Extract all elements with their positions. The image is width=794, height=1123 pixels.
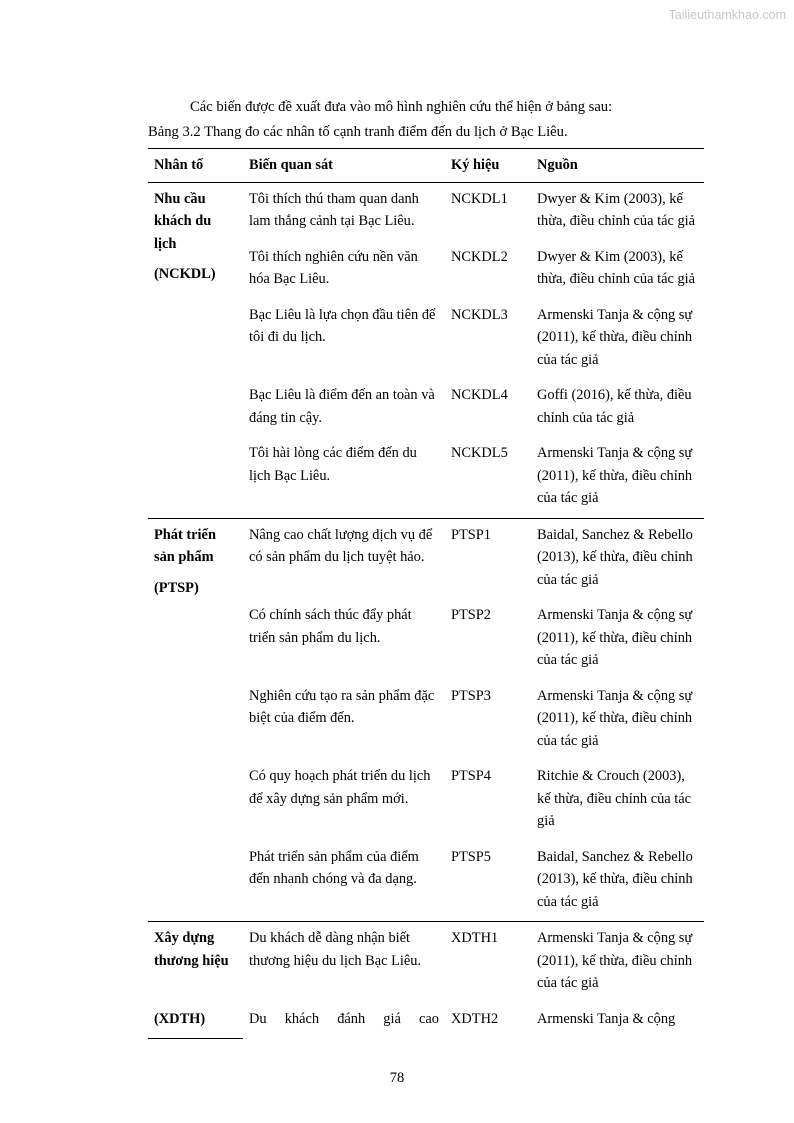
factor-code: (NCKDL) [154,266,216,282]
source-cell: Armenski Tanja & cộng sự (2011), kế thừa, điều chỉnh của tác giả [531,437,704,518]
source-cell: Ritchie & Crouch (2003), kế thừa, điều chỉnh của tác giả [537,768,692,829]
variable-cell: Du khách dễ dàng nhận biết thương hiệu du lịch Bạc Liêu. [249,930,422,969]
source-cell: Armenski Tanja & cộng sự (2011), kế thừa, điều chỉnh của tác giả [537,930,693,991]
code-cell: PTSP3 [451,687,491,704]
variable-cell: Tôi thích thú tham quan danh lam thắng cảnh tại Bạc Liêu. [249,190,419,229]
factor-code: (XDTH) [154,1010,206,1027]
code-cell: NCKDL4 [451,387,508,403]
code-cell: XDTH1 [451,930,499,946]
header-factor: Nhân tố [148,149,243,183]
page-number: 78 [389,1070,405,1086]
factor-scale-table [148,148,704,1039]
source-cell: Dwyer & Kim (2003), kế thừa, điều chỉnh của tác giả [537,190,696,229]
table-row [148,518,704,599]
source-cell: Baidal, Sanchez & Rebello (2013), kế thừa, điều chỉnh của tác giả [531,841,704,922]
header-code: Ký hiệu [445,149,531,183]
source-cell: Armenski Tanja & cộng sự (2011), kế thừa, điều chỉnh của tác giả [537,306,693,368]
factor-cell-nckdl [148,182,243,518]
table-caption: Bảng 3.2 Thang đo các nhân tố cạnh tranh điểm đến du lịch ở Bạc Liêu. [148,124,568,140]
table-header-row [148,149,704,183]
code-cell: PTSP2 [451,607,491,623]
variable-cell: Du khách đánh giá cao [249,1010,439,1027]
code-cell: XDTH2 [451,1010,499,1027]
variable-cell: Bạc Liêu là lựa chọn đầu tiên để tôi đi du lịch. [249,306,436,345]
code-cell: NCKDL3 [451,306,508,323]
watermark: Tailieuthamkhao.com [668,8,786,22]
code-cell: NCKDL5 [445,437,531,518]
variable-cell: Tôi thích nghiên cứu nền văn hóa Bạc Liêu. [249,248,418,287]
factor-name: Xây dựng thương hiệu [154,930,229,969]
code-cell: PTSP4 [451,768,491,784]
factor-name: Nhu cầu khách du lịch [154,190,212,252]
header-variable: Biến quan sát [243,149,445,183]
source-cell: Baidal, Sanchez & Rebello (2013), kế thừa, điều chỉnh của tác giả [537,526,693,588]
table-row [148,182,704,241]
code-cell: PTSP1 [451,526,491,543]
variable-cell: Bạc Liêu là điểm đến an toàn và đáng tin cậy. [249,387,435,426]
source-cell: Armenski Tanja & cộng sự (2011), kế thừa, điều chỉnh của tác giả [537,607,693,668]
factor-cell-xdth [148,922,243,1003]
factor-cell-ptsp [148,518,243,922]
factor-code: (PTSP) [154,579,199,596]
code-cell: PTSP5 [445,841,531,922]
code-cell: NCKDL1 [451,190,508,207]
variable-cell: Tôi hài lòng các điểm đến du lịch Bạc Liêu. [243,437,445,518]
source-cell: Armenski Tanja & cộng sự (2011), kế thừa, điều chỉnh của tác giả [537,687,693,749]
header-source: Nguồn [531,149,704,183]
source-cell: Dwyer & Kim (2003), kế thừa, điều chỉnh của tác giả [537,248,696,287]
factor-name: Phát triển sản phẩm [154,526,216,565]
variable-cell: Nghiên cứu tạo ra sản phẩm đặc biệt của điểm đến. [249,687,435,726]
table-row [148,1003,704,1039]
source-cell: Goffi (2016), kế thừa, điều chỉnh của tác giả [537,387,692,426]
source-cell: Armenski Tanja & cộng [537,1010,676,1027]
variable-cell: Phát triển sản phẩm của điểm đến nhanh chóng và đa dạng. [243,841,445,922]
code-cell: NCKDL2 [451,248,508,265]
variable-cell: Nâng cao chất lượng dịch vụ để có sản phẩm du lịch tuyệt hảo. [249,526,433,565]
variable-cell: Có quy hoạch phát triển du lịch để xây dựng sản phẩm mới. [249,768,431,807]
factor-cell-xdth-code [148,1003,243,1039]
variable-cell: Có chính sách thúc đẩy phát triển sản phẩm du lịch. [249,607,412,646]
intro-paragraph: Các biến được đề xuất đưa vào mô hình nghiên cứu thể hiện ở bảng sau: [190,99,613,115]
table-row [148,922,704,1003]
